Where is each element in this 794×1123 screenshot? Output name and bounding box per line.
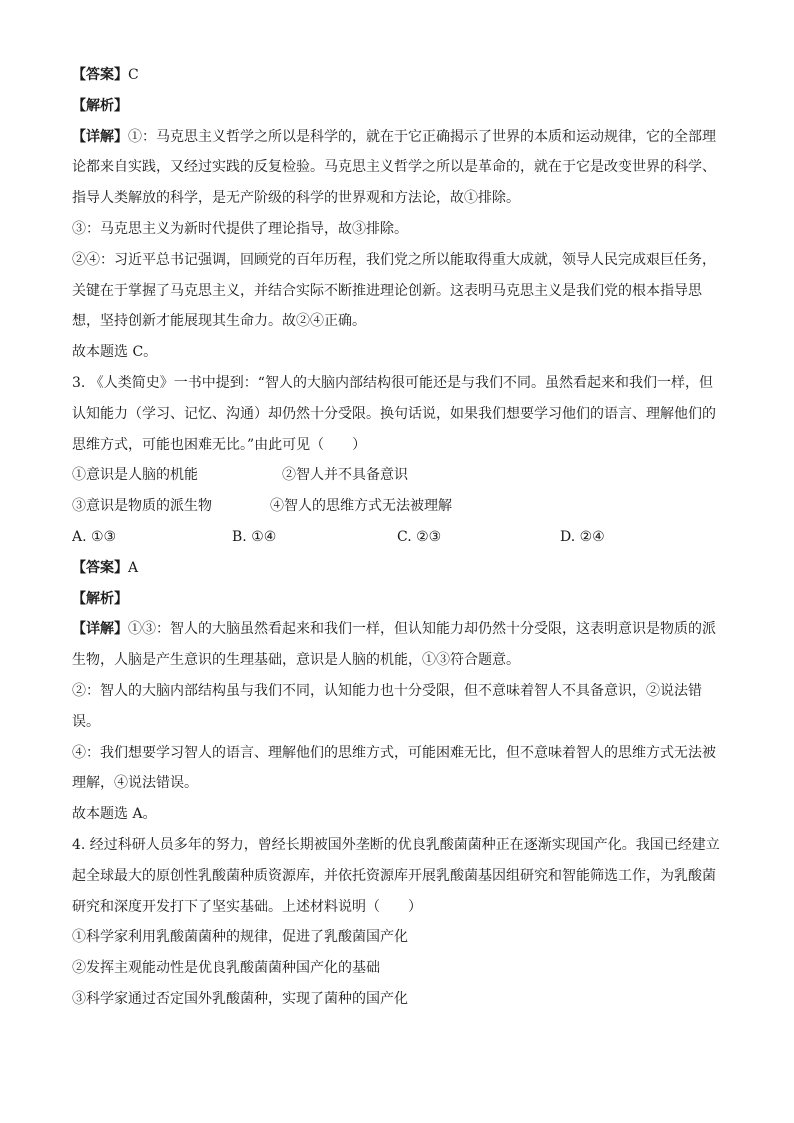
q2-detail-line-2: 论都来自实践，又经过实践的反复检验。马克思主义哲学之所以是革命的，就在于它是改变世界的科学、 [72, 159, 716, 176]
q3-detail-line-2: 生物，人脑是产生意识的生理基础，意识是人脑的机能，①③符合题意。 [72, 652, 520, 669]
q3-option-d: D. ②④ [560, 528, 605, 545]
q3-statement-1: ①意识是人脑的机能 [72, 467, 198, 484]
q3-option-a: A. ①③ [72, 528, 117, 545]
q3-statements-row-2 [72, 491, 732, 522]
detail-label: 【详解】 [72, 621, 128, 638]
q2-conclusion: 故本题选 C。 [72, 344, 158, 361]
document-page [72, 60, 732, 1015]
q3-stem-line-1: 3. 《人类简史》一书中提到：“智人的大脑内部结构很可能还是与我们不同。虽然看起来和我们一样，但 [72, 374, 713, 391]
q2-detail-line-5: ②④：习近平总书记强调，回顾党的百年历程，我们党之所以能取得重大成就，领导人民完成艰巨任务， [72, 251, 716, 268]
detail-text: ①：马克思主义哲学之所以是科学的，就在于它正确揭示了世界的本质和运动规律，它的全部理 [128, 128, 716, 145]
answer-label: 【答案】 [72, 559, 128, 576]
q4-stem-line-2: 起全球最大的原创性乳酸菌种质资源库，并依托资源库开展乳酸菌基因组研究和智能筛选工作，为乳酸菌 [72, 867, 716, 884]
answer-value: C [128, 67, 139, 83]
q3-stem-line-2: 认知能力（学习、记忆、沟通）却仍然十分受限。换句话说，如果我们想要学习他们的语言、理解他们的 [72, 405, 716, 422]
q3-options [72, 522, 732, 553]
q4-stem-line-1: 4. 经过科研人员多年的努力，曾经长期被国外垄断的优良乳酸菌菌种正在逐渐实现国产化。我国已经建立 [72, 836, 720, 853]
q2-detail-line-3: 指导人类解放的科学，是无产阶级的科学的世界观和方法论，故①排除。 [72, 190, 520, 207]
q3-analysis-label: 【解析】 [72, 590, 128, 607]
q4-statement-3: ③科学家通过否定国外乳酸菌种，实现了菌种的国产化 [72, 990, 408, 1007]
q3-statement-3: ③意识是物质的派生物 [72, 498, 212, 515]
detail-label: 【详解】 [72, 128, 128, 145]
q3-statement-4: ④智人的思维方式无法被理解 [270, 498, 452, 515]
detail-text: ①③：智人的大脑虽然看起来和我们一样，但认知能力却仍然十分受限，这表明意识是物质的派 [128, 621, 716, 638]
q2-answer [72, 60, 732, 91]
q3-option-c: C. ②③ [397, 528, 442, 545]
q2-analysis-label: 【解析】 [72, 97, 128, 114]
q4-statement-1: ①科学家利用乳酸菌菌种的规律，促进了乳酸菌国产化 [72, 929, 408, 946]
q3-detail-line-4: 误。 [72, 713, 100, 730]
q3-conclusion: 故本题选 A。 [72, 806, 157, 823]
q3-statement-2: ②智人并不具备意识 [282, 467, 408, 484]
q3-option-b: B. ①④ [232, 528, 277, 545]
q4-stem-line-3: 研究和深度开发打下了坚实基础。上述材料说明（ ） [72, 898, 422, 915]
q4-statement-2: ②发挥主观能动性是优良乳酸菌菌种国产化的基础 [72, 960, 380, 977]
q2-detail-line-6: 关键在于掌握了马克思主义，并结合实际不断推进理论创新。这表明马克思主义是我们党的根本指导思 [72, 282, 702, 299]
q3-statements-row-1 [72, 460, 732, 491]
q3-answer [72, 553, 732, 584]
q3-detail-line-3: ②：智人的大脑内部结构虽与我们不同，认知能力也十分受限，但不意味着智人不具备意识，②说法错 [72, 682, 702, 699]
q2-detail-line-4: ③：马克思主义为新时代提供了理论指导，故③排除。 [72, 220, 408, 237]
q3-detail-line-5: ④：我们想要学习智人的语言、理解他们的思维方式，可能困难无比，但不意味着智人的思维方式无法被 [72, 744, 716, 761]
q2-detail-line-7: 想，坚持创新才能展现其生命力。故②④正确。 [72, 313, 366, 330]
answer-value: A [128, 559, 139, 576]
q3-detail-line-1 [72, 614, 732, 645]
q3-detail-line-6: 理解，④说法错误。 [72, 775, 198, 792]
answer-label: 【答案】 [72, 67, 128, 83]
q2-detail-line-1 [72, 122, 732, 153]
q3-stem-line-3: 思维方式，可能也困难无比。”由此可见（ ） [72, 436, 367, 453]
